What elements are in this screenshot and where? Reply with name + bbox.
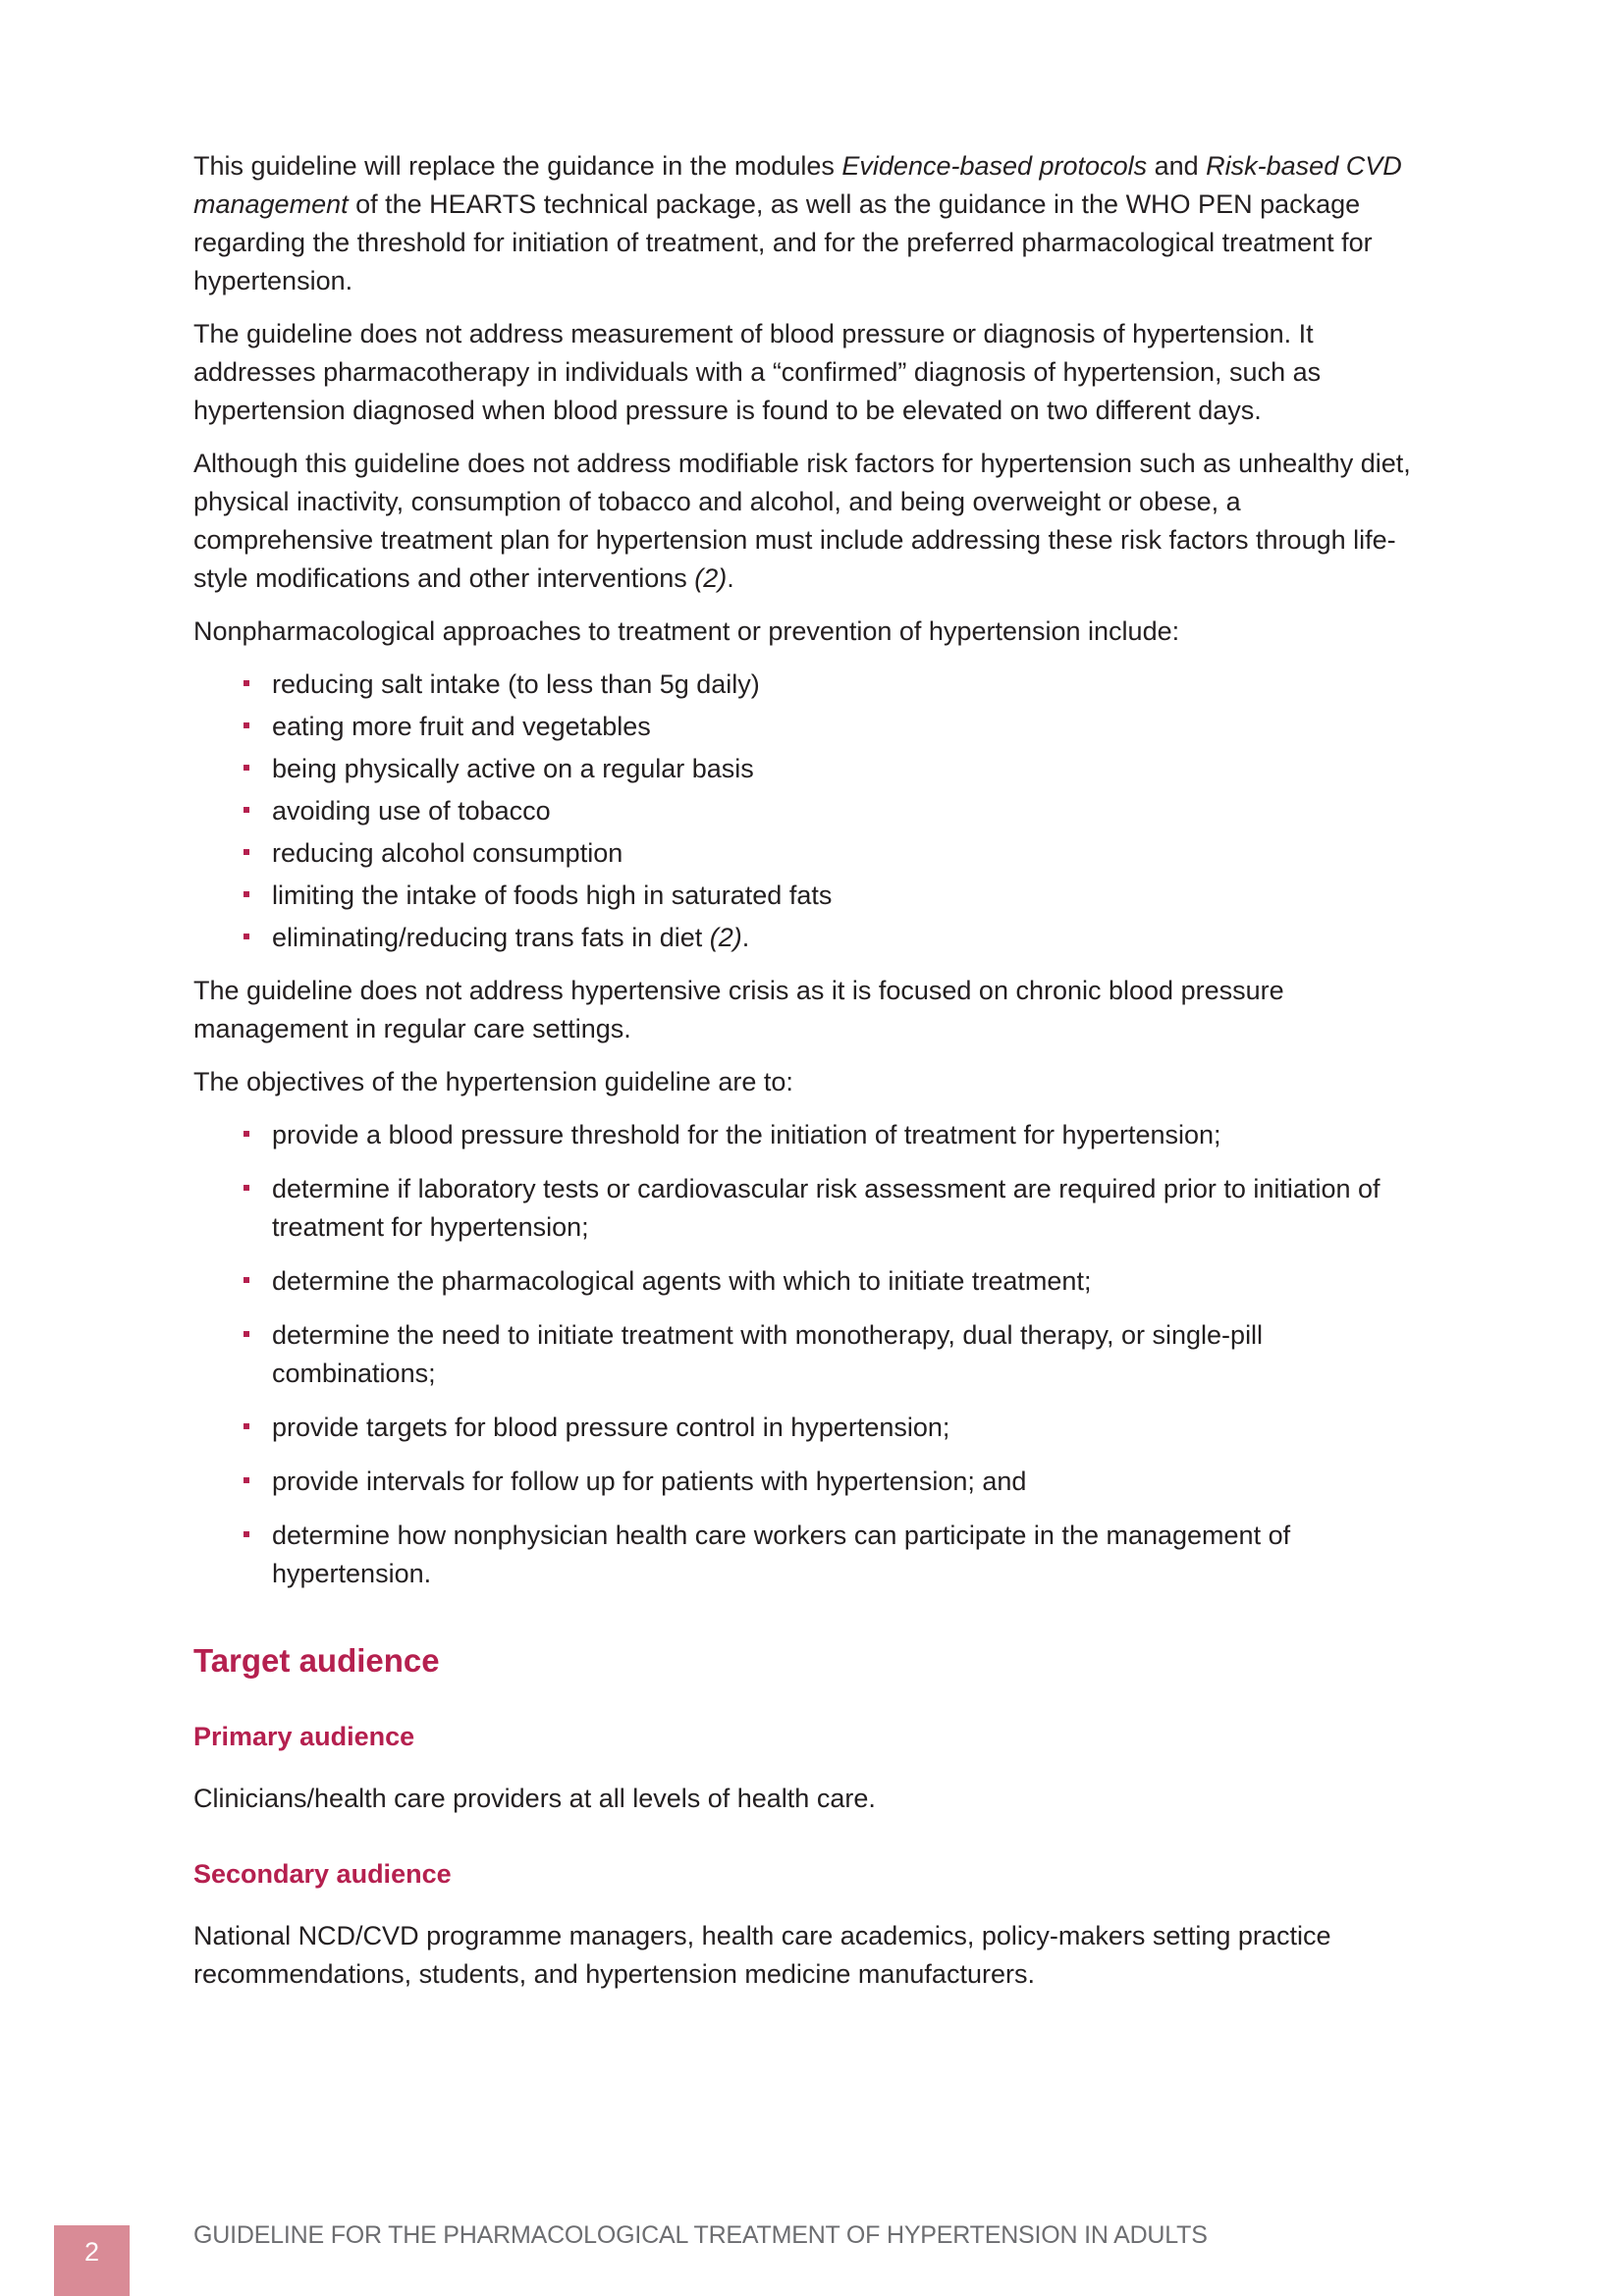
list-item-text: determine if laboratory tests or cardiovascular risk assessment are required prior to initiation of treatment for hypertension; [272,1174,1380,1242]
list-item [193,792,1411,830]
list-item [193,1262,1411,1301]
list-item-end: . [741,923,750,952]
list-item-text: provide intervals for follow up for patients with hypertension; and [272,1467,1027,1496]
bullet-icon [244,1185,249,1191]
bullet-icon [244,680,249,686]
list-item [193,1116,1411,1154]
nonpharm-intro: Nonpharmacological approaches to treatment or prevention of hypertension include: [193,616,1180,646]
list-item [193,834,1411,873]
list-item [193,708,1411,746]
page-number: 2 [83,2237,100,2267]
risk-factors-paragraph [193,445,1411,598]
list-item [193,750,1411,788]
list-item [193,1170,1411,1247]
list-item-text: eating more fruit and vegetables [272,712,651,741]
list-item [193,877,1411,915]
bullet-icon [244,891,249,897]
bullet-icon [244,1277,249,1283]
intro-text-3: of the HEARTS technical package, as well as the guidance in the WHO PEN package regarding the threshold for initiation of treatment, and for the preferred pharmacological treatment for hypertension. [193,189,1373,295]
nonpharm-list [193,666,1411,957]
page-content [193,147,1411,1994]
list-item [193,666,1411,704]
citation-ref: (2) [709,923,742,952]
risk-factors-text: Although this guideline does not address modifiable risk factors for hypertension such as unhealthy diet, physical inactivity, consumption of tobacco and alcohol, and being overweight or obese, a comprehensive treatment plan for hypertension must include addressing these risk factors through life-style modifications and other interventions [193,449,1411,593]
secondary-audience-text: National NCD/CVD programme managers, health care academics, policy-makers setting practice recommendations, students, and hypertension medicine manufacturers. [193,1921,1331,1989]
primary-audience-heading: Primary audience [193,1722,415,1751]
objectives-list [193,1116,1411,1593]
primary-audience-text: Clinicians/health care providers at all levels of health care. [193,1784,876,1813]
intro-text-2: and [1147,151,1207,181]
list-item-text: reducing alcohol consumption [272,838,623,868]
list-item-text: being physically active on a regular basis [272,754,754,783]
objectives-intro: The objectives of the hypertension guideline are to: [193,1067,793,1096]
list-item-text: eliminating/reducing trans fats in diet [272,923,710,952]
bullet-icon [244,934,249,939]
bullet-icon [244,722,249,728]
list-item-text: avoiding use of tobacco [272,796,551,826]
intro-paragraph [193,147,1411,300]
bullet-icon [244,765,249,771]
crisis-paragraph: The guideline does not address hypertensive crisis as it is focused on chronic blood pressure management in regular care settings. [193,976,1284,1043]
list-item-text: determine the pharmacological agents with which to initiate treatment; [272,1266,1092,1296]
bullet-icon [244,1331,249,1337]
bullet-icon [244,807,249,813]
list-item [193,1517,1411,1593]
list-item-text: limiting the intake of foods high in saturated fats [272,881,833,910]
page-number-box [54,2225,130,2296]
bullet-icon [244,1131,249,1137]
list-item-text: determine the need to initiate treatment with monotherapy, dual therapy, or single-pill combinations; [272,1320,1264,1388]
risk-factors-end: . [727,563,734,593]
list-item [193,1316,1411,1393]
bullet-icon [244,1477,249,1483]
list-item-text: provide targets for blood pressure control in hypertension; [272,1413,950,1442]
module-name-risk: Risk-based CVD management [193,151,1402,219]
target-audience-heading: Target audience [193,1642,440,1679]
intro-text-1: This guideline will replace the guidance in the modules [193,151,842,181]
list-item-text: provide a blood pressure threshold for the initiation of treatment for hypertension; [272,1120,1221,1149]
list-item [193,919,1411,957]
bullet-icon [244,1531,249,1537]
bullet-icon [244,1423,249,1429]
list-item [193,1409,1411,1447]
footer-title: GUIDELINE FOR THE PHARMACOLOGICAL TREATMENT OF HYPERTENSION IN ADULTS [193,2221,1208,2249]
module-name-evidence: Evidence-based protocols [841,151,1148,181]
bullet-icon [244,849,249,855]
list-item-text: determine how nonphysician health care workers can participate in the management of hypertension. [272,1521,1291,1588]
list-item-text: reducing salt intake (to less than 5g daily) [272,669,760,699]
list-item [193,1463,1411,1501]
scope-paragraph: The guideline does not address measurement of blood pressure or diagnosis of hypertension. It addresses pharmacotherapy in individuals with a “confirmed” diagnosis of hypertension, such as hypertension diagnosed when blood pressure is found to be elevated on two different days. [193,319,1322,425]
citation-ref: (2) [694,563,728,593]
secondary-audience-heading: Secondary audience [193,1859,452,1889]
